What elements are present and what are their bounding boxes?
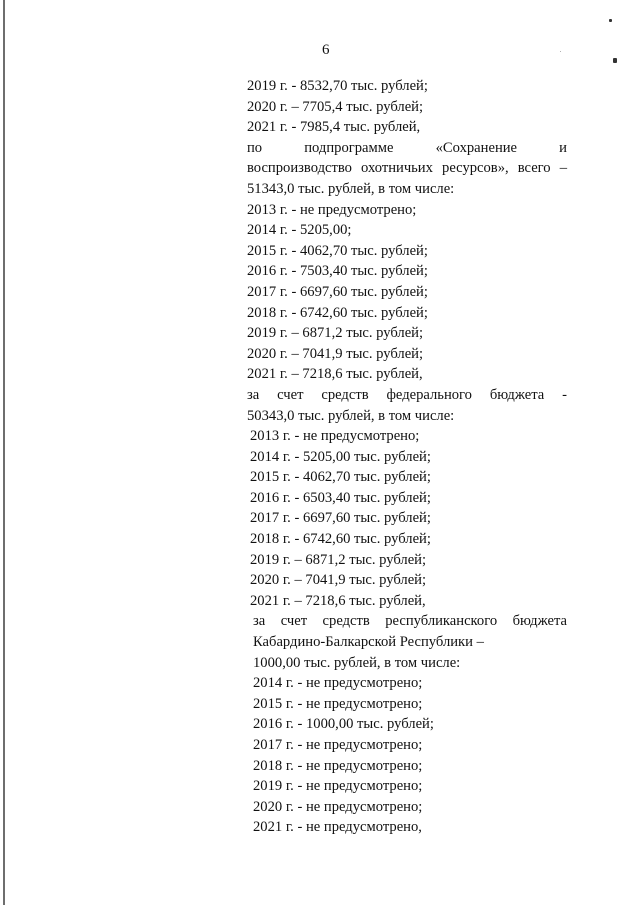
- text-line: 2019 г. - не предусмотрено;: [253, 778, 423, 795]
- text-line: 2018 г. - 6742,60 тыс. рублей;: [247, 304, 428, 321]
- text-line: 2021 г. – 7218,6 тыс. рублей,: [247, 366, 423, 383]
- scan-speck: [613, 58, 617, 63]
- text-line: 51343,0 тыс. рублей, в том числе:: [247, 180, 455, 197]
- text-line: 2015 г. - 4062,70 тыс. рублей;: [250, 469, 431, 486]
- text-line: Кабардино-Балкарской Республики –: [253, 634, 484, 651]
- page-number: 6: [322, 42, 330, 58]
- text-line: 2015 г. - 4062,70 тыс. рублей;: [247, 242, 428, 259]
- text-line: за счет средств федерального бюджета -: [247, 386, 567, 403]
- text-line: 50343,0 тыс. рублей, в том числе:: [247, 407, 455, 424]
- text-line: 2014 г. - не предусмотрено;: [253, 675, 423, 692]
- text-line: 2016 г. - 1000,00 тыс. рублей;: [253, 716, 434, 733]
- body-text: [247, 76, 567, 838]
- text-line: 2019 г. – 6871,2 тыс. рублей;: [247, 325, 424, 342]
- text-line: 2015 г. - не предусмотрено;: [253, 695, 423, 712]
- text-line: 2019 г. - 8532,70 тыс. рублей;: [247, 78, 428, 94]
- text-line: 2018 г. - 6742,60 тыс. рублей;: [250, 531, 431, 548]
- text-line: за счет средств республиканского бюджета: [253, 613, 567, 630]
- text-line: 2020 г. – 7041,9 тыс. рублей;: [250, 572, 427, 589]
- scan-left-edge: [3, 0, 5, 905]
- text-line: 2018 г. - не предусмотрено;: [253, 757, 423, 774]
- text-line: 2020 г. – 7705,4 тыс. рублей;: [247, 98, 424, 115]
- text-line: 2016 г. - 6503,40 тыс. рублей;: [250, 489, 431, 506]
- text-line: 2017 г. - 6697,60 тыс. рублей;: [247, 283, 428, 300]
- text-line: 2014 г. - 5205,00;: [247, 222, 352, 239]
- text-line: по подпрограмме «Сохранение и: [247, 139, 567, 156]
- text-line: 2017 г. - не предусмотрено;: [253, 737, 423, 753]
- text-line: 2016 г. - 7503,40 тыс. рублей;: [247, 263, 428, 280]
- text-line: воспроизводство охотничьих ресурсов», всего –: [247, 160, 567, 177]
- scan-speck: [609, 19, 612, 22]
- text-line: 2019 г. – 6871,2 тыс. рублей;: [250, 551, 427, 568]
- text-line: 2013 г. - не предусмотрено;: [247, 201, 417, 218]
- text-line: 2021 г. – 7218,6 тыс. рублей,: [250, 592, 426, 609]
- text-line: 2020 г. – 7041,9 тыс. рублей;: [247, 345, 424, 362]
- text-line: 2021 г. - не предусмотрено,: [253, 819, 422, 836]
- text-line: 1000,00 тыс. рублей, в том числе:: [253, 654, 461, 671]
- text-line: 2013 г. - не предусмотрено;: [250, 428, 420, 445]
- text-line: 2020 г. - не предусмотрено;: [253, 798, 423, 815]
- scan-speck: [560, 51, 561, 52]
- text-line: 2021 г. - 7985,4 тыс. рублей,: [247, 119, 421, 136]
- text-line: 2014 г. - 5205,00 тыс. рублей;: [250, 448, 431, 465]
- text-line: 2017 г. - 6697,60 тыс. рублей;: [250, 510, 431, 527]
